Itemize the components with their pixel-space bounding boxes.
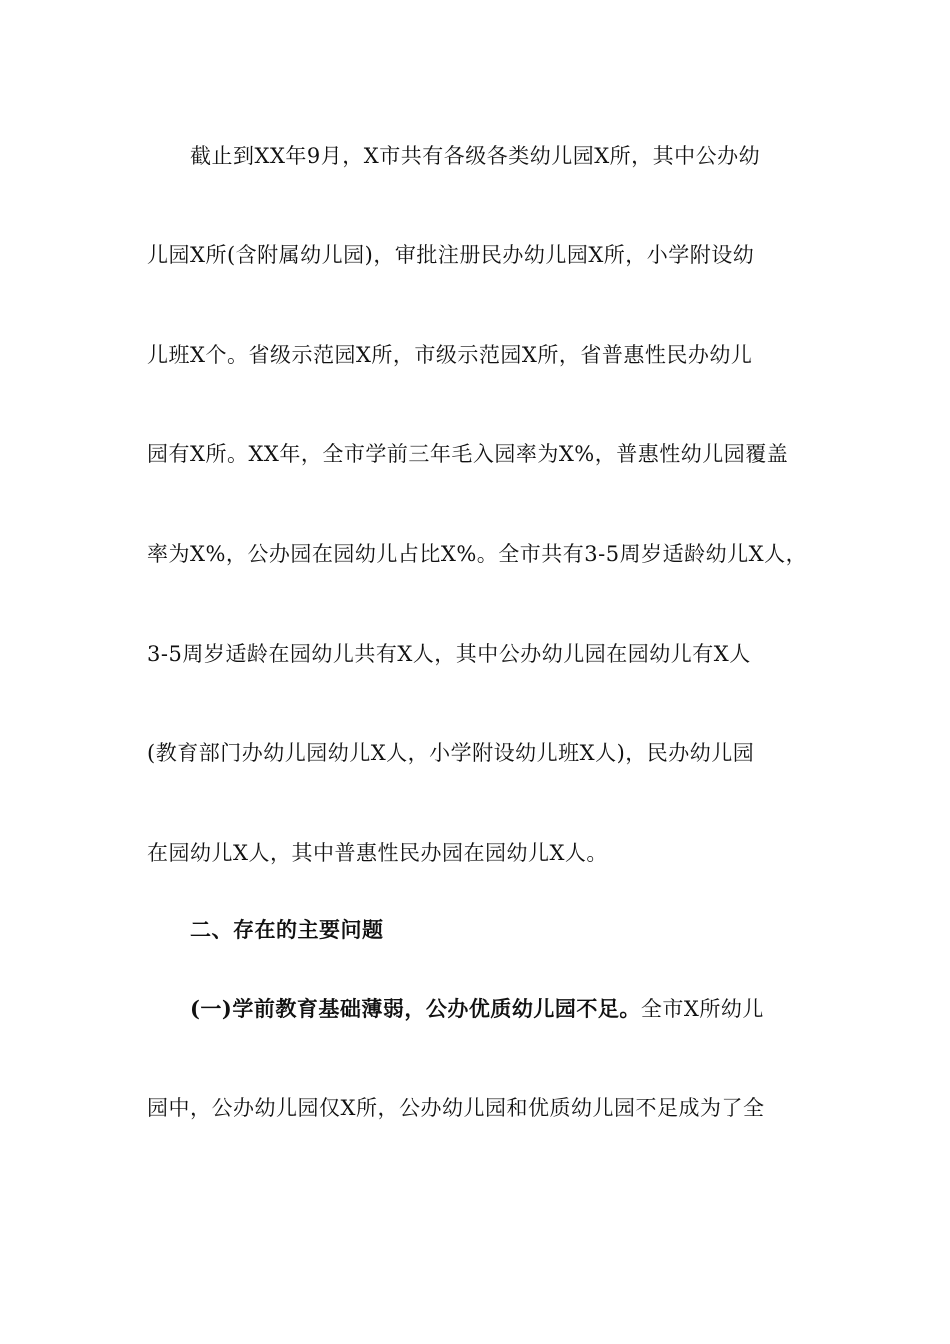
paragraph-line: 园中，公办幼儿园仅X所，公办幼儿园和优质幼儿园不足成为了全 (147, 1096, 765, 1120)
section-heading: 二、存在的主要问题 (190, 917, 384, 942)
subsection-first-line (190, 995, 870, 1023)
paragraph-line: 率为X%，公办园在园幼儿占比X%。全市共有3-5周岁适龄幼儿X人， (147, 542, 808, 566)
subsection-bold-lead: (一)学前教育基础薄弱，公办优质幼儿园不足。 (190, 996, 641, 1021)
paragraph-line: 在园幼儿X人，其中普惠性民办园在园幼儿X人。 (147, 841, 608, 865)
paragraph-line: (教育部门办幼儿园幼儿X人，小学附设幼儿班X人)，民办幼儿园 (147, 741, 755, 765)
paragraph-line: 截止到XX年9月，X市共有各级各类幼儿园X所，其中公办幼 (190, 144, 761, 168)
paragraph-line: 儿园X所(含附属幼儿园)，审批注册民办幼儿园X所，小学附设幼 (147, 243, 755, 267)
paragraph-line: 儿班X个。省级示范园X所，市级示范园X所，省普惠性民办幼儿 (147, 343, 753, 367)
subsection-line-rest: 全市X所幼儿 (640, 997, 764, 1021)
paragraph-line: 3-5周岁适龄在园幼儿共有X人，其中公办幼儿园在园幼儿有X人 (147, 642, 751, 666)
paragraph-line: 园有X所。XX年，全市学前三年毛入园率为X%，普惠性幼儿园覆盖 (147, 442, 789, 466)
